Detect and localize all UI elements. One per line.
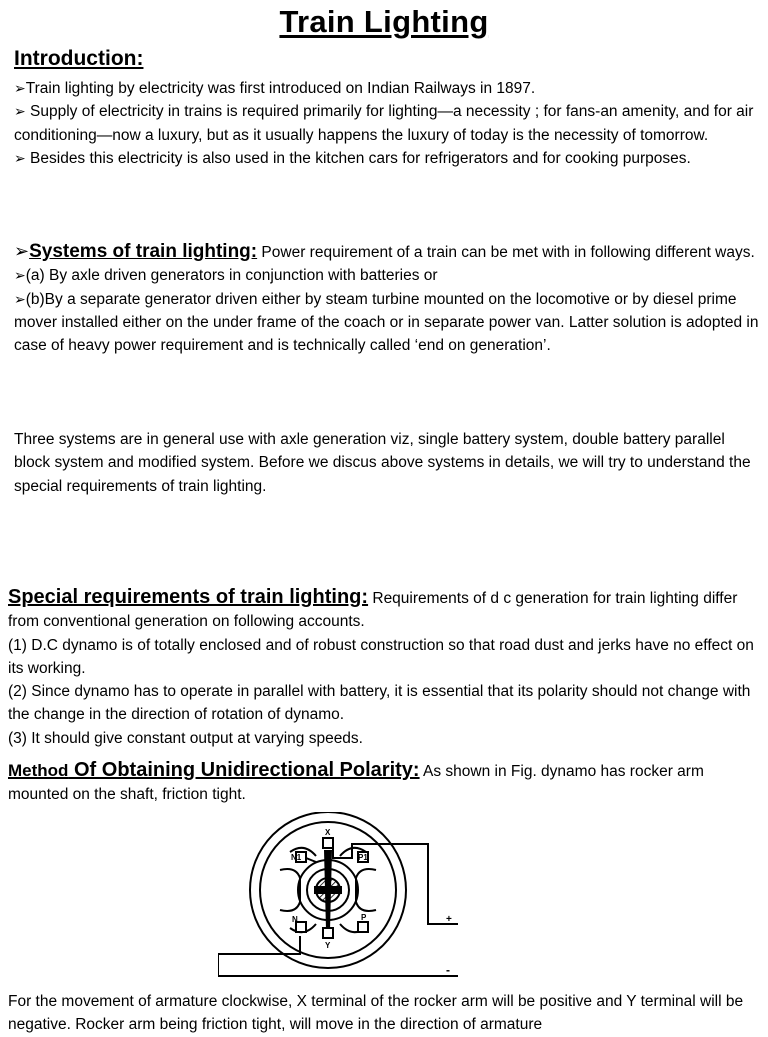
wire-n1	[306, 858, 316, 862]
label-n1: N1	[291, 853, 302, 862]
intro-point-3	[14, 147, 762, 170]
special-requirements-section	[8, 586, 766, 750]
special-lead: Requirements of d c generation for train lighting differ from conventional generation on following accounts.	[8, 590, 738, 631]
wire-bottom	[218, 936, 458, 976]
arrow-bullet-icon: ➢	[14, 290, 26, 307]
label-minus: -	[446, 963, 450, 977]
special-heading: Special requirements of train lighting:	[8, 586, 369, 608]
page-title: Train Lighting	[279, 4, 489, 39]
systems-intro	[14, 240, 762, 264]
dynamo-rocker-arm-diagram	[218, 812, 463, 982]
intro-point-2	[14, 100, 762, 147]
label-p1: P1	[358, 853, 368, 862]
intro-point-1	[14, 77, 762, 100]
arrow-bullet-icon: ➢	[14, 80, 26, 96]
intro-point-2-text: Supply of electricity in trains is required primarily for lighting—a necessity ; for fans-an amenity, and for air conditioning—now a luxury, but as it usually happens the luxury of today is the necessity of tomorrow.	[14, 103, 754, 144]
introduction-body	[14, 77, 762, 170]
method-heading	[8, 759, 420, 781]
systems-item-b	[14, 288, 762, 358]
special-requirement-2: (2) Since dynamo has to operate in parallel with battery, it is essential that its polarity should not change with the change in the direction of rotation of dynamo.	[8, 683, 751, 724]
arrow-bullet-icon: ➢	[14, 241, 30, 261]
method-section	[8, 759, 766, 807]
label-y: Y	[325, 941, 331, 950]
systems-section	[14, 240, 762, 357]
special-requirement-3: (3) It should give constant output at varying speeds.	[8, 729, 363, 747]
systems-item-b-text: (b)By a separate generator driven either by steam turbine mounted on the locomotive or by diesel prime mover installed either on the under frame of the coach or in separate power van. Latter solution is adopted in case of heavy power requirement and is technically called ‘end on generation’.	[14, 290, 759, 355]
terminal-p	[358, 922, 368, 932]
arrow-bullet-icon: ➢	[14, 103, 26, 120]
label-plus: +	[446, 914, 452, 925]
label-n: N	[292, 915, 298, 924]
arrow-bullet-icon: ➢	[14, 267, 26, 284]
terminal-x	[323, 838, 333, 848]
systems-lead: Power requirement of a train can be met with in following different ways.	[257, 244, 755, 261]
systems-heading: Systems of train lighting:	[29, 241, 258, 262]
systems-item-a	[14, 264, 762, 287]
method-heading-big: Of Obtaining Unidirectional Polarity:	[68, 759, 420, 781]
footer-paragraph: For the movement of armature clockwise, X terminal of the rocker arm will be positive and Y terminal will be negative. Rocker arm being friction tight, will move in the direction of armature	[8, 993, 744, 1034]
shaft	[316, 878, 340, 902]
label-p: P	[361, 913, 367, 922]
intro-point-1-text: Train lighting by electricity was first introduced on Indian Railways in 1897.	[25, 80, 536, 97]
introduction-heading: Introduction:	[14, 47, 144, 70]
label-x: X	[325, 828, 331, 837]
systems-item-a-text: (a) By axle driven generators in conjunction with batteries or	[25, 267, 438, 285]
method-heading-small: Method	[8, 761, 69, 780]
special-intro	[8, 586, 766, 634]
terminal-y	[323, 928, 333, 938]
arrow-bullet-icon: ➢	[14, 149, 26, 166]
three-systems-paragraph: Three systems are in general use with axle generation viz, single battery system, double battery parallel block system and modified system. Before we discus above systems in details, we will try to understand the special requirements of train lighting.	[14, 431, 751, 495]
method-text: As shown in Fig. dynamo has rocker arm mounted on the shaft, friction tight.	[8, 763, 704, 804]
special-requirement-1: (1) D.C dynamo is of totally enclosed and of robust construction so that road dust and jerks have no effect on its working.	[8, 636, 754, 677]
intro-point-3-text: Besides this electricity is also used in the kitchen cars for refrigerators and for cooking purposes.	[25, 149, 691, 167]
